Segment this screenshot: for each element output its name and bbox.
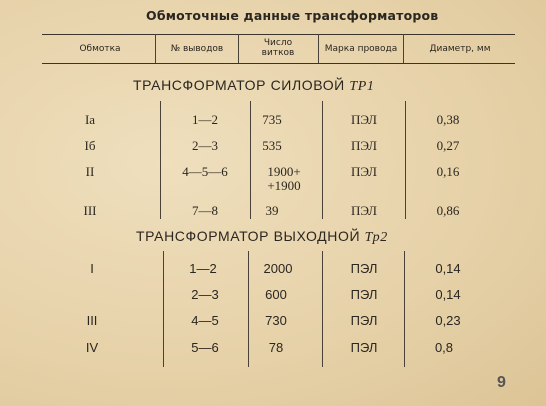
- cell-wire: ПЭЛ: [351, 112, 377, 127]
- header-turns: Число витков: [261, 38, 295, 58]
- cell-terminals: 7—8: [192, 203, 218, 218]
- cell-wire: ПЭЛ: [351, 164, 377, 179]
- cell-turns: 39: [265, 203, 279, 218]
- column-divider: [160, 101, 161, 219]
- column-divider: [404, 251, 405, 367]
- cell-winding: III: [86, 313, 98, 328]
- cell-wire: ПЭЛ: [351, 203, 377, 218]
- header-terminals: № выводов: [170, 44, 224, 54]
- cell-winding: IV: [85, 340, 99, 355]
- cell-terminals: 4—5: [191, 313, 219, 328]
- cell-winding: Iб: [84, 138, 96, 153]
- cell-turns: 2000: [263, 261, 293, 276]
- header-winding: Обмотка: [79, 44, 121, 54]
- header-divider: [318, 34, 319, 63]
- column-divider: [405, 101, 406, 219]
- section-name: ТРАНСФОРМАТОР СИЛОВОЙ: [133, 77, 345, 93]
- cell-diameter: 0,16: [436, 164, 460, 179]
- cell-diameter: 0,27: [436, 138, 460, 153]
- cell-terminals: 1—2: [192, 112, 218, 127]
- section-suffix: Тр2: [364, 230, 388, 245]
- cell-terminals: 4—5—6: [182, 164, 228, 179]
- section-suffix: ТР1: [349, 79, 375, 94]
- cell-turns: 1900+ +1900: [267, 164, 301, 193]
- column-divider: [248, 251, 249, 367]
- section-title-output: [136, 228, 388, 246]
- header-divider: [238, 34, 239, 63]
- header-diameter: Диаметр, мм: [429, 44, 491, 54]
- cell-winding: Iа: [84, 112, 96, 127]
- column-divider: [163, 251, 164, 367]
- header-divider: [155, 34, 156, 63]
- cell-terminals: 2—3: [191, 287, 219, 302]
- cell-turns: 735: [262, 112, 282, 127]
- header-top-rule: [42, 34, 515, 35]
- cell-terminals: 5—6: [191, 340, 219, 355]
- cell-wire: ПЭЛ: [350, 313, 378, 328]
- section-name: ТРАНСФОРМАТОР ВЫХОДНОЙ: [136, 228, 361, 244]
- cell-diameter: 0,14: [435, 287, 461, 302]
- cell-winding: II: [85, 164, 95, 179]
- cell-diameter: 0,86: [436, 203, 460, 218]
- page-number: 9: [497, 374, 506, 391]
- cell-diameter: 0,8: [434, 340, 454, 355]
- cell-diameter: 0,38: [436, 112, 460, 127]
- cell-wire: ПЭЛ: [350, 287, 378, 302]
- cell-diameter: 0,23: [435, 313, 461, 328]
- cell-winding: I: [90, 261, 94, 276]
- cell-winding: III: [83, 203, 97, 218]
- header-divider: [403, 34, 404, 63]
- cell-turns: 78: [268, 340, 284, 355]
- column-divider: [250, 101, 251, 219]
- cell-diameter: 0,14: [435, 261, 461, 276]
- cell-turns: 535: [262, 138, 282, 153]
- cell-terminals: 1—2: [189, 261, 217, 276]
- cell-wire: ПЭЛ: [351, 138, 377, 153]
- cell-wire: ПЭЛ: [350, 340, 378, 355]
- cell-turns: 730: [265, 313, 287, 328]
- column-divider: [322, 251, 323, 367]
- cell-terminals: 2—3: [192, 138, 218, 153]
- cell-turns: 600: [265, 287, 287, 302]
- header-bottom-rule: [42, 63, 515, 64]
- header-wire: Марка провода: [324, 44, 398, 54]
- cell-wire: ПЭЛ: [350, 261, 378, 276]
- column-divider: [322, 101, 323, 219]
- section-title-power: [133, 77, 375, 95]
- page-title: Обмоточные данные трансформаторов: [146, 8, 439, 23]
